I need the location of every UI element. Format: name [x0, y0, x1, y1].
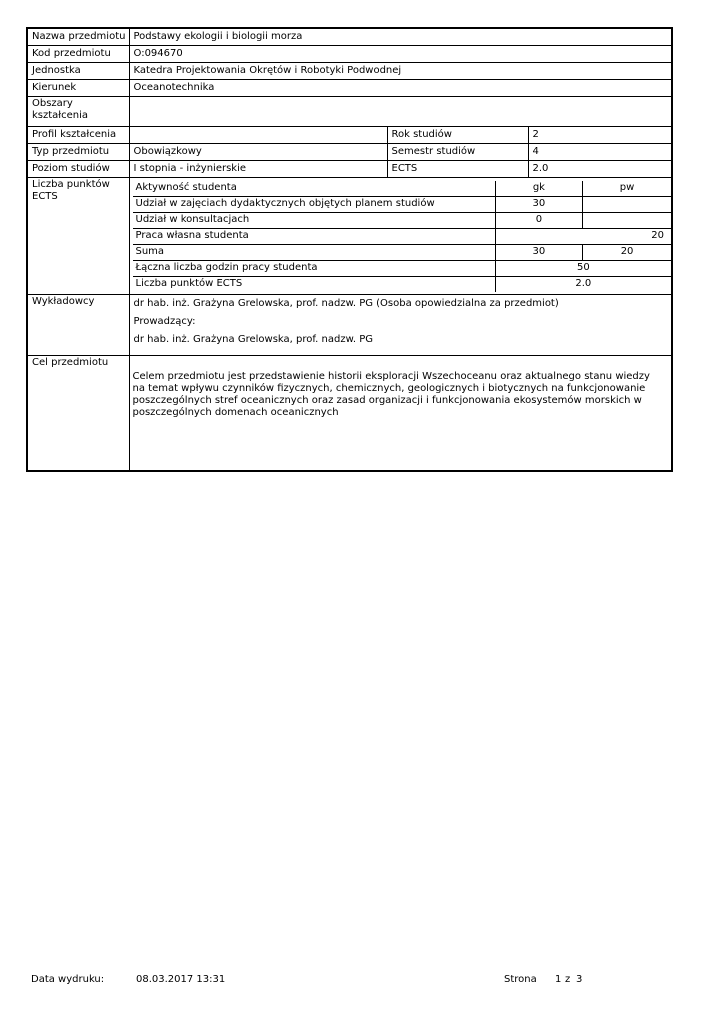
row-field — [27, 79, 672, 96]
objective-label: Cel przedmiotu — [27, 355, 129, 471]
semester-value: 4 — [528, 143, 672, 160]
type-label: Typ przedmiotu — [27, 143, 129, 160]
ects-points-row — [133, 276, 672, 292]
course-name-label: Nazwa przedmiotu — [27, 28, 129, 45]
ects-row-name: Praca własna studenta — [133, 228, 496, 244]
print-date-value: 08.03.2017 13:31 — [136, 974, 226, 985]
ects-header-pw: pw — [583, 181, 671, 197]
page-total: 3 — [576, 974, 583, 985]
ects-total-hours-value: 50 — [495, 260, 671, 276]
ects-total-hours-row — [133, 260, 672, 276]
unit-value: Katedra Projektowania Okrętów i Robotyki Podwodnej — [129, 62, 672, 79]
course-name-value: Podstawy ekologii i biologii morza — [129, 28, 672, 45]
semester-label: Semestr studiów — [387, 143, 528, 160]
ects-header-gk: gk — [495, 181, 582, 197]
lecturers-label: Wykładowcy — [27, 294, 129, 355]
year-label: Rok studiów — [387, 126, 528, 143]
ects-points-label: Liczba punktów ECTS — [133, 276, 496, 292]
ects-row-pw — [583, 212, 671, 228]
ects-label: ECTS — [387, 160, 528, 177]
page-label: Strona — [504, 974, 537, 985]
ects-section-label: Liczba punktów ECTS — [27, 177, 129, 294]
ects-row — [133, 244, 672, 260]
ects-row-name: Suma — [133, 244, 496, 260]
areas-value — [129, 96, 672, 126]
row-lecturers — [27, 294, 672, 355]
row-type-semester — [27, 143, 672, 160]
profile-label: Profil kształcenia — [27, 126, 129, 143]
instructor-name: dr hab. inż. Grażyna Grelowska, prof. nadzw. PG — [133, 333, 373, 345]
row-objective — [27, 355, 672, 471]
lecturers-cell — [129, 294, 672, 355]
ects-row — [133, 196, 672, 212]
row-ects-section — [27, 177, 672, 294]
instructors-label: Prowadzący: — [133, 315, 196, 327]
level-label: Poziom studiów — [27, 160, 129, 177]
ects-row — [133, 228, 672, 244]
ects-breakdown-cell — [129, 177, 672, 294]
ects-row-gk: 30 — [495, 196, 582, 212]
ects-row-name: Udział w zajęciach dydaktycznych objętych planem studiów — [133, 196, 496, 212]
unit-label: Jednostka — [27, 62, 129, 79]
row-course-name — [27, 28, 672, 45]
course-code-label: Kod przedmiotu — [27, 45, 129, 62]
page-current: 1 — [555, 974, 562, 985]
ects-value: 2.0 — [528, 160, 672, 177]
ects-total-hours-label: Łączna liczba godzin pracy studenta — [133, 260, 496, 276]
row-areas — [27, 96, 672, 126]
ects-header-activity: Aktywność studenta — [133, 181, 496, 197]
ects-row-gk: 30 — [495, 244, 582, 260]
row-profile-year — [27, 126, 672, 143]
row-unit — [27, 62, 672, 79]
ects-header-row — [133, 181, 672, 197]
ects-row — [133, 212, 672, 228]
areas-label: Obszary kształcenia — [27, 96, 129, 126]
print-date-label: Data wydruku: — [31, 974, 105, 985]
field-value: Oceanotechnika — [129, 79, 672, 96]
ects-points-value: 2.0 — [495, 276, 671, 292]
ects-row-gk: 0 — [495, 212, 582, 228]
type-value: Obowiązkowy — [129, 143, 387, 160]
ects-breakdown-table — [133, 181, 672, 292]
profile-value — [129, 126, 387, 143]
lecturer-main: dr hab. inż. Grażyna Grelowska, prof. nadzw. PG (Osoba opowiedzialna za przedmiot) — [133, 297, 559, 309]
ects-row-pw — [583, 196, 671, 212]
course-card-table — [26, 27, 673, 472]
row-level-ects — [27, 160, 672, 177]
level-value: I stopnia - inżynierskie — [129, 160, 387, 177]
ects-row-name: Udział w konsultacjach — [133, 212, 496, 228]
ects-row-pw: 20 — [583, 244, 671, 260]
row-course-code — [27, 45, 672, 62]
year-value: 2 — [528, 126, 672, 143]
course-code-value: O:094670 — [129, 45, 672, 62]
page-separator: z — [565, 974, 571, 985]
field-label: Kierunek — [27, 79, 129, 96]
ects-row-pw: 20 — [495, 228, 671, 244]
objective-text: Celem przedmiotu jest przedstawienie historii eksploracji Wszechoceanu oraz aktualnego stanu wiedzy na temat wpływu czynników fizycznych, chemicznych, geologicznych i biotycznych na funkcjonowanie poszczególnych stref oceanicznych oraz zasad organizacji i funkcjonowania ekosystemów morskich w poszczególnych domenach oceanicznych — [129, 355, 672, 471]
